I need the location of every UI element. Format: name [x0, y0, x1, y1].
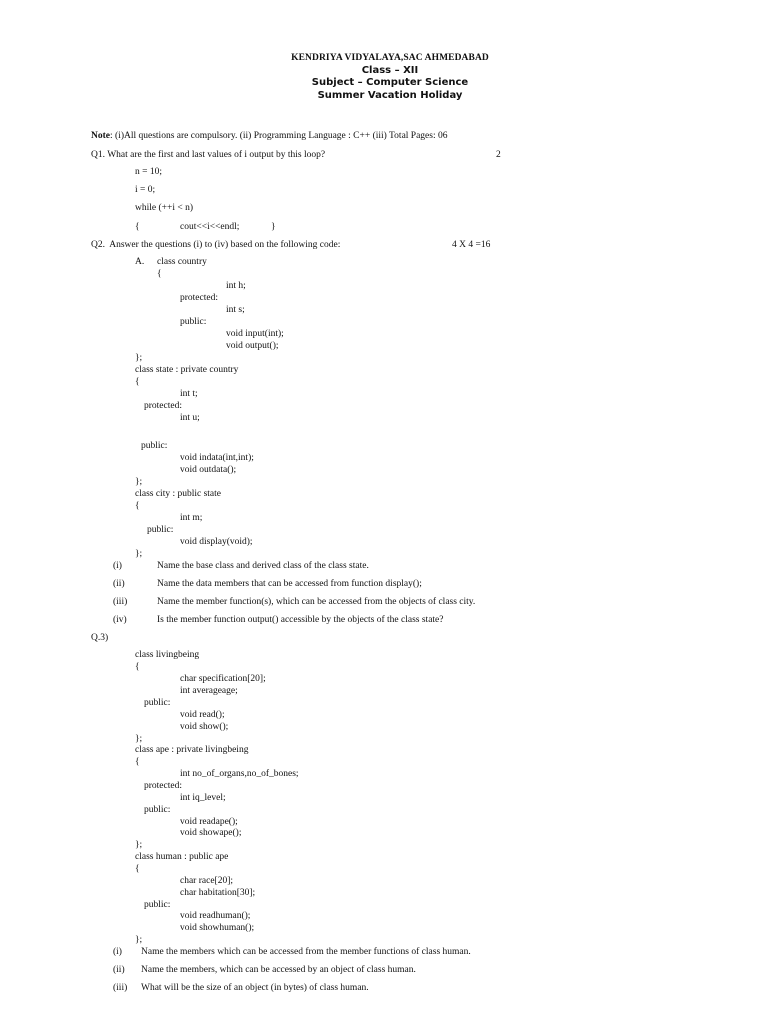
q2-code-line: int s; [226, 305, 245, 315]
q2-sub-text: Is the member function output() accessible by the objects of the class state? [157, 615, 444, 625]
q3-code-line: int averageage; [180, 686, 238, 696]
q2-code-line: public: [147, 525, 174, 535]
q2-code-line: { [135, 377, 140, 387]
q2-code-line: void input(int); [226, 329, 284, 339]
q3-code-line: char race[20]; [180, 876, 234, 886]
q2-code-line: { [135, 501, 140, 511]
q3-code-line: int iq_level; [180, 793, 226, 803]
q3-code-line: public: [144, 698, 171, 708]
q3-code-line: void read(); [180, 710, 225, 720]
q3-code-line: char specification[20]; [180, 674, 266, 684]
q3-sub-number: (i) [113, 947, 122, 957]
q2-question: Q2. Answer the questions (i) to (iv) based on the following code: [91, 240, 341, 250]
q2-code-line: public: [180, 317, 207, 327]
q3-code-line: int no_of_organs,no_of_bones; [180, 769, 299, 779]
q2-code-line: class state : private country [135, 365, 239, 375]
q3-sub-number: (iii) [113, 983, 128, 993]
q2-code-line: int m; [180, 513, 203, 523]
q3-code-line: void readhuman(); [180, 911, 251, 921]
q2-part-label: A. [135, 257, 145, 267]
q2-sub-number: (i) [113, 561, 122, 571]
q2-code-line: class city : public state [135, 489, 222, 499]
q2-code-line: }; [135, 549, 143, 559]
q2-code-line: void display(void); [180, 537, 253, 547]
q2-code-line: int t; [180, 389, 198, 399]
q2-code-line: protected: [144, 401, 182, 411]
q1-code-line: i = 0; [135, 185, 156, 195]
q3-code-line: protected: [144, 781, 182, 791]
q3-sub-text: Name the members, which can be accessed by an object of class human. [141, 965, 416, 975]
q2-code-line: void outdata(); [180, 465, 237, 475]
q3-label: Q.3) [91, 633, 109, 643]
q3-code-line: void readape(); [180, 817, 238, 827]
q1-code-line: n = 10; [135, 167, 162, 177]
class-heading: Class – XII [361, 65, 419, 76]
q3-code-line: void showhuman(); [180, 923, 255, 933]
q2-code-line: protected: [180, 293, 218, 303]
q2-sub-number: (iii) [113, 597, 128, 607]
note-text: : (i)All questions are compulsory. (ii) Programming Language : C++ (iii) Total Pages: 06 [110, 131, 448, 141]
q2-sub-text: Name the member function(s), which can be accessed from the objects of class city. [157, 597, 476, 607]
q3-code-line: public: [144, 805, 171, 815]
q2-code-line: }; [135, 353, 143, 363]
q3-code-line: class livingbeing [135, 650, 200, 660]
q3-code-line: }; [135, 734, 143, 744]
note-label: Note [91, 131, 110, 141]
q3-code-line: { [135, 662, 140, 672]
q3-code-line: void show(); [180, 722, 229, 732]
q3-code-line: char habitation[30]; [180, 888, 256, 898]
document-title: Summer Vacation Holiday [317, 90, 463, 101]
q1-question: Q1. What are the first and last values of i output by this loop? [91, 150, 326, 160]
school-name: KENDRIYA VIDYALAYA,SAC AHMEDABAD [291, 53, 489, 63]
q3-code-line: public: [144, 900, 171, 910]
subject-heading: Subject – Computer Science [311, 77, 469, 88]
note-line [91, 131, 447, 142]
q2-code-line: }; [135, 477, 143, 487]
q2-sub-number: (ii) [113, 579, 125, 589]
q2-sub-text: Name the data members that can be accessed from function display(); [157, 579, 422, 589]
q3-code-line: { [135, 757, 140, 767]
q2-code-line: int h; [226, 281, 246, 291]
q3-sub-number: (ii) [113, 965, 125, 975]
q1-code-line: cout<<i<<endl; [180, 222, 240, 232]
q2-sub-text: Name the base class and derived class of the class state. [157, 561, 369, 571]
q3-sub-text: Name the members which can be accessed from the member functions of class human. [141, 947, 471, 957]
q2-marks: 4 X 4 =16 [452, 240, 491, 250]
q1-code-line: { [135, 222, 140, 232]
q2-code-line: void indata(int,int); [180, 453, 254, 463]
q3-code-line: }; [135, 935, 143, 945]
q2-code-line: void output(); [226, 341, 279, 351]
q2-code-line: public: [141, 441, 168, 451]
q2-code-line: int u; [180, 413, 200, 423]
q1-code-line: while (++i < n) [135, 203, 194, 213]
q3-code-line: { [135, 864, 140, 874]
q1-marks: 2 [496, 150, 501, 160]
q2-code-line: class country [157, 257, 207, 267]
q2-code-line: { [157, 269, 162, 279]
q1-code-line: } [271, 222, 276, 232]
q3-code-line: class ape : private livingbeing [135, 745, 249, 755]
q2-sub-number: (iv) [113, 615, 127, 625]
q3-code-line: }; [135, 840, 143, 850]
q3-code-line: class human : public ape [135, 852, 229, 862]
q3-code-line: void showape(); [180, 828, 242, 838]
q3-sub-text: What will be the size of an object (in bytes) of class human. [141, 983, 369, 993]
